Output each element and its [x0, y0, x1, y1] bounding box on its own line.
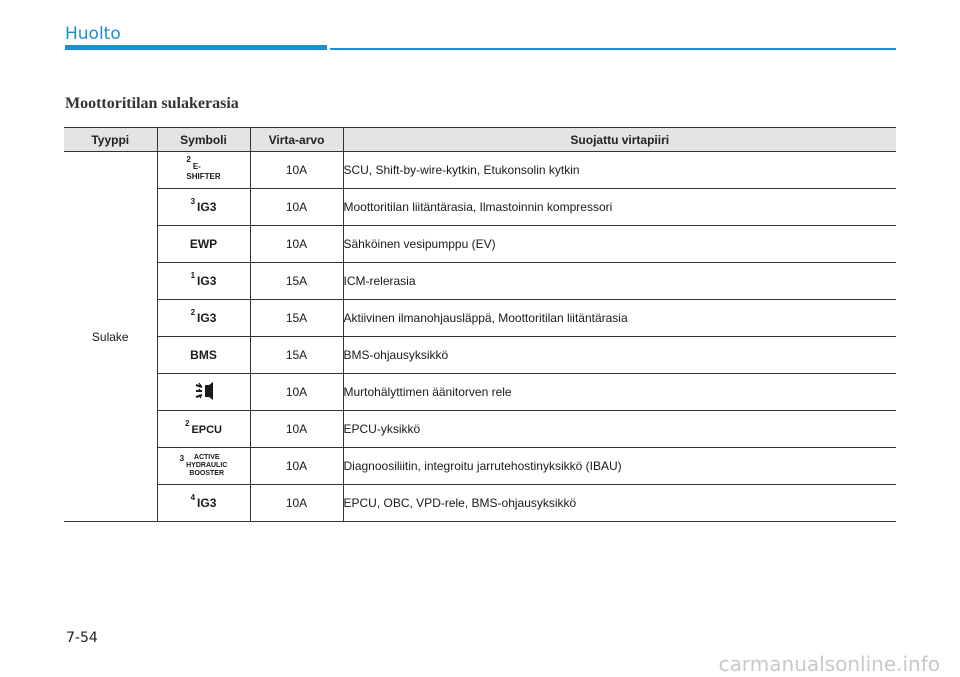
page-heading: Moottoritilan sulakerasia — [65, 95, 239, 112]
symbol-cell — [157, 189, 250, 226]
rating-cell: 15A — [250, 263, 343, 300]
col-type: Tyyppi — [64, 128, 157, 152]
horn-icon — [193, 381, 215, 401]
symbol-sup: 3 — [179, 454, 185, 463]
table-row — [64, 300, 896, 337]
symbol-sup: 2 — [184, 419, 190, 428]
circuit-cell: Moottoritilan liitäntärasia, Ilmastoinnin kompressori — [343, 189, 896, 226]
symbol-cell — [157, 448, 250, 485]
symbol-text: HYDRAULIC — [186, 462, 228, 469]
circuit-cell: ICM-relerasia — [343, 263, 896, 300]
table-row — [64, 411, 896, 448]
rating-cell: 10A — [250, 152, 343, 189]
symbol-cell — [157, 374, 250, 411]
rating-cell: 15A — [250, 300, 343, 337]
table-row — [64, 152, 896, 189]
symbol-text: SHIFTER — [186, 172, 221, 181]
circuit-cell: Diagnoosiliitin, integroitu jarrutehostinyksikkö (IBAU) — [343, 448, 896, 485]
circuit-cell: EPCU, OBC, VPD-rele, BMS-ohjausyksikkö — [343, 485, 896, 522]
circuit-cell: Murtohälyttimen äänitorven rele — [343, 374, 896, 411]
table-row — [64, 226, 896, 263]
table-row — [64, 485, 896, 522]
table-row — [64, 189, 896, 226]
watermark: carmanualsonline.info — [718, 652, 940, 676]
symbol-cell — [157, 411, 250, 448]
table-row — [64, 448, 896, 485]
table-header-row — [64, 128, 896, 152]
col-rating: Virta-arvo — [250, 128, 343, 152]
table-row — [64, 263, 896, 300]
symbol-text: IG3 — [197, 311, 217, 325]
circuit-cell: BMS-ohjausyksikkö — [343, 337, 896, 374]
symbol-cell — [157, 337, 250, 374]
rating-cell: 10A — [250, 411, 343, 448]
circuit-cell: Aktiivinen ilmanohjausläppä, Moottoritilan liitäntärasia — [343, 300, 896, 337]
circuit-cell: EPCU-yksikkö — [343, 411, 896, 448]
rating-cell: 10A — [250, 448, 343, 485]
symbol-cell — [157, 300, 250, 337]
circuit-cell: SCU, Shift-by-wire-kytkin, Etukonsolin kytkin — [343, 152, 896, 189]
symbol-cell — [157, 263, 250, 300]
header-bar-thin — [330, 48, 896, 50]
symbol-sup: 2 — [190, 308, 196, 317]
rating-cell: 10A — [250, 374, 343, 411]
symbol-text: IG3 — [197, 200, 217, 214]
symbol-text: EWP — [189, 237, 218, 251]
symbol-text: ACTIVE — [193, 454, 220, 461]
symbol-text: BMS — [190, 348, 217, 362]
col-symbol: Symboli — [157, 128, 250, 152]
rating-cell: 10A — [250, 226, 343, 263]
rating-cell: 10A — [250, 189, 343, 226]
symbol-text: EPCU — [191, 424, 222, 436]
col-circuit: Suojattu virtapiiri — [343, 128, 896, 152]
symbol-cell — [157, 485, 250, 522]
table-row — [64, 374, 896, 411]
symbol-text: E- — [192, 162, 201, 171]
symbol-sup: 2 — [186, 155, 191, 164]
symbol-text: IG3 — [197, 274, 217, 288]
symbol-cell — [157, 226, 250, 263]
symbol-cell — [157, 152, 250, 189]
fuse-table — [64, 127, 896, 522]
type-cell: Sulake — [64, 152, 157, 522]
symbol-sup: 1 — [190, 271, 196, 280]
table-row — [64, 337, 896, 374]
section-title: Huolto — [65, 24, 121, 44]
symbol-sup: 4 — [190, 493, 196, 502]
rating-cell: 10A — [250, 485, 343, 522]
symbol-sup: 3 — [190, 197, 196, 206]
header-bar-thick — [65, 45, 327, 50]
page-number: 7-54 — [66, 630, 98, 646]
symbol-text: IG3 — [197, 496, 217, 510]
rating-cell: 15A — [250, 337, 343, 374]
symbol-text: BOOSTER — [189, 470, 225, 477]
circuit-cell: Sähköinen vesipumppu (EV) — [343, 226, 896, 263]
